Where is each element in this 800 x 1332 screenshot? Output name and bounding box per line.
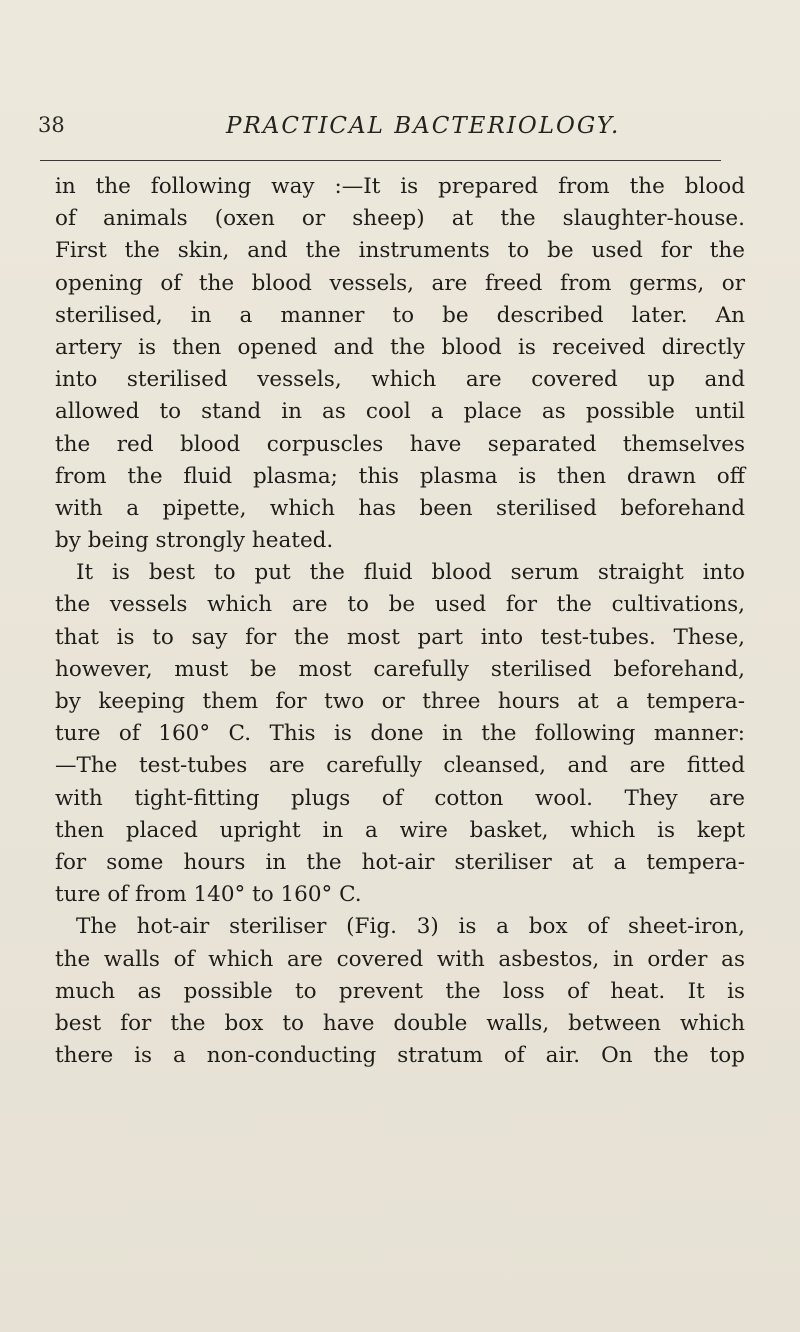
text-line: of animals (oxen or sheep) at the slaughter-house. (55, 206, 745, 232)
text-line: there is a non-conducting stratum of air. On the top (55, 1043, 745, 1069)
text-line: into sterilised vessels, which are covered up and (55, 367, 745, 393)
running-title: PRACTICAL BACTERIOLOGY. (226, 113, 621, 139)
text-line: that is to say for the most part into test-tubes. These, (55, 624, 745, 650)
text-line: ture of 160° C. This is done in the following manner: (55, 721, 745, 747)
text-line: opening of the blood vessels, are freed from germs, or (55, 270, 745, 296)
text-line: much as possible to prevent the loss of heat. It is (55, 978, 745, 1004)
text-line: then placed upright in a wire basket, which is kept (55, 817, 745, 843)
text-line: allowed to stand in as cool a place as possible until (55, 399, 745, 425)
text-line: with tight-fitting plugs of cotton wool. They are (55, 785, 745, 811)
text-line: the walls of which are covered with asbestos, in order as (55, 946, 745, 972)
paragraph-end-line: by being strongly heated. (55, 528, 334, 554)
paragraph-start-line: The hot-air steriliser (Fig. 3) is a box of sheet-iron, (76, 914, 745, 940)
running-head (0, 113, 800, 147)
paragraph-start-line: It is best to put the fluid blood serum straight into (76, 560, 745, 586)
text-line: however, must be most carefully sterilised beforehand, (55, 656, 745, 682)
body-text (55, 171, 745, 1072)
text-line: sterilised, in a manner to be described later. An (55, 302, 745, 328)
text-line: —The test-tubes are carefully cleansed, and are fitted (55, 753, 745, 779)
paragraph-end-line: ture of from 140° to 160° C. (55, 882, 362, 908)
text-line: in the following way :—It is prepared from the blood (55, 174, 745, 199)
text-line: by keeping them for two or three hours at a tempera- (55, 689, 745, 714)
text-line: the red blood corpuscles have separated themselves (55, 431, 745, 457)
text-line: for some hours in the hot-air steriliser at a tempera- (55, 849, 745, 875)
header-rule (40, 160, 721, 161)
text-line: the vessels which are to be used for the cultivations, (55, 592, 745, 618)
text-line: artery is then opened and the blood is received directly (55, 334, 745, 360)
text-line: First the skin, and the instruments to be used for the (55, 238, 745, 264)
text-line: from the fluid plasma; this plasma is then drawn off (55, 463, 745, 489)
text-line: best for the box to have double walls, between which (55, 1010, 745, 1036)
page-number: 38 (38, 113, 65, 137)
text-line: with a pipette, which has been sterilised beforehand (55, 495, 745, 521)
